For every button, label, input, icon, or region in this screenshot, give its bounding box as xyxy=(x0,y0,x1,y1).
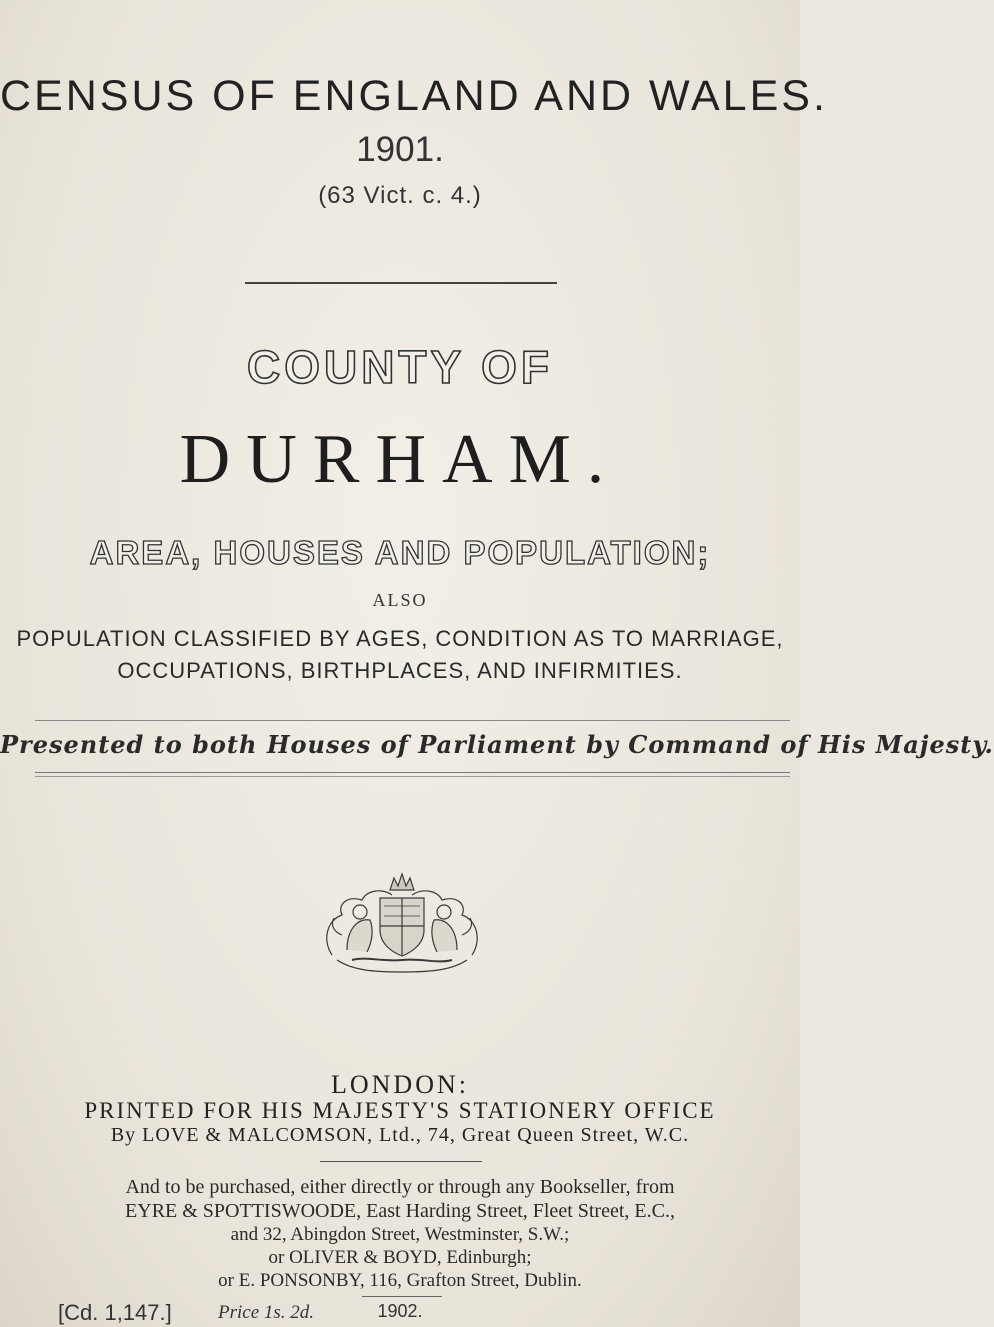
divider-rule xyxy=(35,720,790,721)
divider-rule xyxy=(362,1296,442,1297)
county-name: DURHAM. xyxy=(179,421,621,498)
census-year: 1901. xyxy=(356,130,444,169)
purchase-line-4: or OLIVER & BOYD, Edinburgh; xyxy=(268,1247,532,1268)
publication-year: 1902. xyxy=(377,1301,423,1321)
county-prefix: COUNTY OF xyxy=(246,341,554,393)
imprint-printed-for: PRINTED FOR HIS MAJESTY'S STATIONERY OFFICE xyxy=(84,1098,716,1123)
subject-line-1: POPULATION CLASSIFIED BY AGES, CONDITION AS TO MARRIAGE, xyxy=(16,626,784,651)
purchase-line-2: EYRE & SPOTTISWOODE, East Harding Street, Fleet Street, E.C., xyxy=(125,1200,675,1222)
act-reference: (63 Vict. c. 4.) xyxy=(318,182,482,209)
royal-arms-crest-icon xyxy=(312,860,492,980)
divider-rule xyxy=(35,776,790,777)
purchase-line-5: or E. PONSONBY, 116, Grafton Street, Dublin. xyxy=(218,1270,582,1291)
divider-rule xyxy=(245,282,557,284)
price-label: Price 1s. 2d. xyxy=(218,1302,315,1323)
purchase-line-3: and 32, Abingdon Street, Westminster, S.W.; xyxy=(230,1224,570,1245)
divider-rule xyxy=(35,772,790,773)
purchase-line-1: And to be purchased, either directly or through any Bookseller, from xyxy=(125,1176,675,1198)
subject-heading: AREA, HOUSES AND POPULATION; xyxy=(89,534,711,571)
document-title: CENSUS OF ENGLAND AND WALES. xyxy=(0,72,828,120)
imprint-city: LONDON: xyxy=(331,1070,469,1099)
subject-line-2: OCCUPATIONS, BIRTHPLACES, AND INFIRMITIES. xyxy=(117,658,683,683)
command-paper-number: [Cd. 1,147.] xyxy=(58,1300,172,1325)
imprint-printed-by: By LOVE & MALCOMSON, Ltd., 74, Great Queen Street, W.C. xyxy=(110,1124,690,1146)
divider-rule xyxy=(320,1161,482,1162)
also-label: ALSO xyxy=(372,590,428,610)
presented-statement: Presented to both Houses of Parliament by Command of His Majesty. xyxy=(0,730,994,759)
